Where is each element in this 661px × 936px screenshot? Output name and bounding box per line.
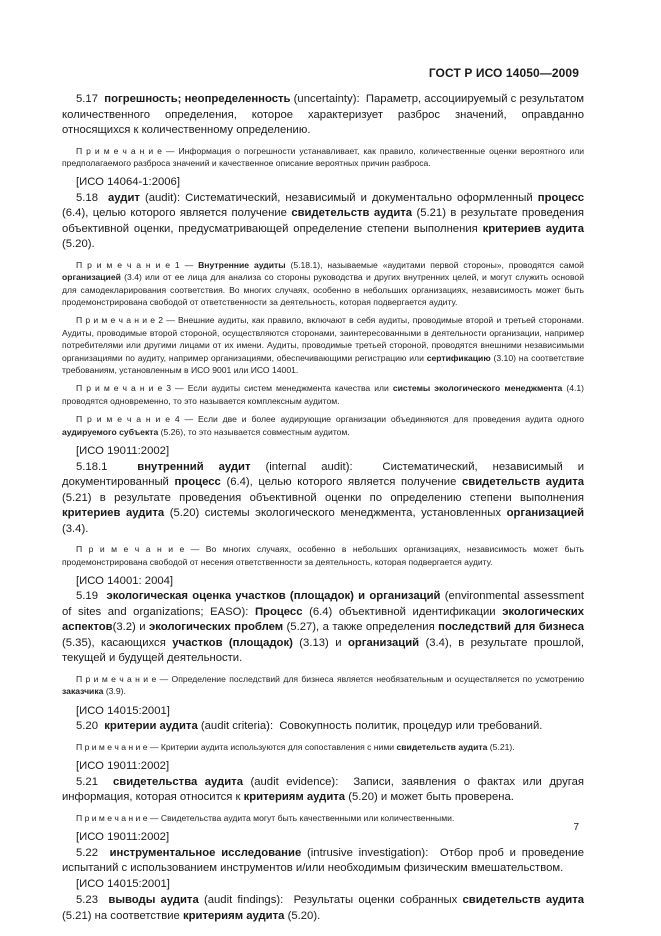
note-5-21 — [62, 812, 584, 824]
term-ref: организацией — [506, 507, 585, 520]
term-ref: свидетельств аудита — [291, 207, 413, 220]
note-5-18-3 — [62, 382, 584, 407]
definition-text: Результаты оценки собранных — [293, 894, 458, 907]
term: внутренний аудит — [137, 460, 251, 473]
note-label: П р и м е ч а н и е — [76, 741, 148, 752]
clause-5-19 — [62, 589, 584, 667]
note-text: (4.1) проводятся одновременно, то это называется комплексным аудитом. — [62, 383, 585, 406]
term-ref: свидетельств аудита — [396, 741, 488, 752]
reference-iso-14064: [ИСО 14064-1:2006] — [76, 176, 180, 189]
term-ref: Внутренние аудиты — [198, 259, 286, 270]
definition-text: (6.4), целью которого является получение — [62, 207, 287, 220]
term-english: (audit evidence): — [250, 775, 339, 788]
term-ref: аудируемого субъекта — [62, 426, 159, 437]
definition-text: (6.4) объективной идентификации — [309, 605, 496, 618]
definition-text: (3.2) и — [112, 621, 146, 634]
definition-text: (5.21) в результате проведения объективной оценки, предусматривающей определение степени выполнения — [62, 207, 585, 235]
note-text: (5.18.1), называемые «аудитами первой стороны», проводятся самой — [290, 259, 584, 270]
term: аудит — [108, 191, 140, 204]
term-english: (internal audit): — [265, 460, 353, 473]
clause-5-17 — [62, 92, 584, 139]
note-text: Если аудиты систем менеджмента качества или — [187, 383, 389, 394]
definition-text: (5.20). — [287, 909, 321, 922]
page-number: 7 — [573, 822, 579, 833]
clause-number: 5.22 — [76, 846, 98, 859]
definition: Параметр, ассоциируемый с результатом количественного определения, которое характеризует разброс значений, оправданно относящихся к количественному определению. — [62, 93, 585, 136]
note-text: (5.21). — [489, 741, 515, 752]
clause-5-22 — [62, 846, 584, 877]
note-5-19 — [62, 673, 584, 698]
note-text: — Определение последствий для бизнеса является необязательным и осуществляется по усмотрению — [159, 673, 585, 684]
term-ref: последствий для бизнеса — [438, 621, 585, 634]
term-english: (environmental assessment of sites and organizations; EASO): — [62, 590, 585, 618]
term-english: (audit findings): — [203, 894, 284, 907]
note-text: — Информация о погрешности устанавливает, как правило, количественные оценки вероятного или предполагаемого разброса значений и качественное описание вероятных причин разброса. — [62, 145, 585, 168]
term-ref: критериев аудита — [62, 507, 165, 520]
definition-text: (5.35), касающихся — [62, 636, 166, 649]
term-ref: участков (площадок) — [172, 636, 293, 649]
reference-iso-19011: [ИСО 19011:2002] — [76, 831, 170, 844]
clause-number: 5.17 — [76, 93, 98, 105]
clause-5-20 — [62, 719, 584, 735]
definition-text: (5.20) системы экологического менеджмента, установленных — [169, 507, 502, 520]
note-label: П р и м е ч а н и е — [76, 812, 148, 823]
definition-text: (3.13) и — [299, 636, 342, 649]
term-ref: организацией — [62, 272, 121, 283]
note-label: П р и м е ч а н и е — [76, 145, 162, 156]
definition-text: (3.4), в результате прошлой, текущей и будущей деятельности. — [62, 636, 585, 665]
note-text: (3.9). — [105, 686, 126, 697]
definition-text: (5.20). — [62, 238, 95, 251]
clause-number: 5.23 — [76, 894, 98, 907]
document-header: ГОСТ Р ИСО 14050—2009 — [428, 66, 579, 80]
note-label: П р и м е ч а н и е 4 — — [76, 414, 194, 425]
note-label: П р и м е ч а н и е 2 — — [76, 315, 175, 326]
definition-text: (3.4). — [62, 522, 89, 535]
clause-number: 5.18 — [76, 191, 98, 204]
note-label: П р и м е ч а н и е — [76, 544, 185, 555]
term: выводы аудита — [108, 894, 199, 907]
page-content — [62, 92, 584, 924]
note-text: (3.4) или от ее лица для анализа со стороны руководства и других внутренних целей, и могут служить основой для самодекларирования соответствия. Во многих случаях, особенно в небольших организациях, независимость может быть продемонстрирована свободой от ответственности за деятельность, которая подвергается аудиту. — [62, 272, 584, 308]
note-5-18-1 — [62, 543, 584, 568]
term-ref: свидетельств аудита — [462, 894, 585, 907]
note-label: П р и м е ч а н и е 1 — — [76, 259, 194, 270]
clause-5-21 — [62, 775, 584, 806]
note-5-17 — [62, 145, 584, 170]
term-ref: процесс — [174, 476, 221, 489]
note-text: Если две и более аудирующие организации объединяются для проведения аудита одного — [198, 414, 585, 425]
clause-5-18-1 — [62, 460, 584, 538]
clause-number: 5.20 — [76, 720, 98, 733]
clause-number: 5.18.1 — [76, 460, 108, 473]
definition-text: Систематический, независимый и документированный — [62, 460, 585, 489]
clause-5-23 — [62, 893, 584, 924]
note-text: — Во многих случаях, особенно в небольших организациях, независимость может быть продемонстрирована свободой от несения ответственности за деятельность, которая подвергается аудиту. — [62, 544, 585, 567]
term-ref: системы экологического менеджмента — [392, 383, 563, 394]
note-label: П р и м е ч а н и е 3 — — [76, 383, 184, 394]
term-ref: Процесс — [254, 605, 303, 618]
note-label: П р и м е ч а н и е — [76, 673, 157, 684]
term: инструментальное исследование — [109, 846, 302, 859]
note-5-18-2 — [62, 314, 584, 376]
note-text: — Критерии аудита используются для сопоставления с ними — [149, 741, 395, 752]
reference-iso-19011: [ИСО 19011:2002] — [76, 445, 170, 458]
term-english: (intrusive investigation): — [307, 846, 429, 859]
note-text: Внешние аудиты, как правило, включают в себя аудиты, проводимые второй и третьей сторонами. Аудиты, проводимые второй стороной, осуществляются сторонами, заинтересованными в деятельности организации, например потребителями или другими лицами от их имени. Аудиты, проводимые третьей стороной, проводятся внешними независимыми организациями по аудиту, например организациями, обеспечивающими регистрацию или — [62, 315, 584, 363]
term-ref: критериев аудита — [482, 222, 584, 235]
term: свидетельства аудита — [112, 775, 243, 788]
definition-text: (5.20) и может быть проверена. — [348, 791, 514, 804]
note-text: (3.10) на соответствие требованиям, установленным в ИСО 9001 или ИСО 14001. — [62, 352, 585, 376]
clause-number: 5.21 — [76, 775, 98, 788]
reference-iso-14001: [ИСО 14001: 2004] — [76, 574, 174, 587]
definition: Отбор проб и проведение испытаний с использованием инструментов и/или необходимым физическим вмешательством. — [62, 846, 584, 875]
term-ref: критериям аудита — [182, 909, 285, 922]
term: погрешность; неопределенность — [104, 93, 291, 105]
definition: Совокупность политик, процедур или требований. — [279, 720, 543, 733]
term-ref: сертификацию — [426, 352, 491, 363]
definition-text: (5.21) на соответствие — [62, 909, 180, 922]
reference-iso-14015: [ИСО 14015:2001] — [76, 877, 170, 890]
term-ref: свидетельств аудита — [462, 476, 585, 489]
term-ref: критериям аудита — [243, 791, 346, 804]
term-english: (audit): — [144, 191, 181, 204]
note-5-20 — [62, 741, 584, 753]
term-ref: экологических проблем — [149, 621, 284, 634]
note-text: (5.26), то это называется совместным аудитом. — [160, 426, 350, 437]
definition-text: Записи, заявления о фактах или другая информация, которая относится к — [62, 775, 585, 804]
definition-text: Систематический, независимый и документально оформленный — [185, 191, 533, 204]
term-english: (audit criteria): — [200, 720, 274, 733]
note-5-18-1 — [62, 259, 584, 309]
clause-5-18 — [62, 191, 584, 253]
reference-iso-14015: [ИСО 14015:2001] — [76, 704, 170, 717]
term: экологическая оценка участков (площадок) и организаций — [106, 590, 441, 603]
term-ref: организаций — [347, 636, 420, 649]
term-ref: заказчика — [62, 686, 104, 697]
definition-text: (6.4), целью которого является получение — [226, 476, 457, 489]
definition-text: (5.21) в результате проведения объективной оценки по определению степени выполнения — [62, 491, 584, 504]
term-ref: экологических аспектов — [62, 605, 584, 634]
note-5-18-4 — [62, 413, 584, 438]
note-text: — Свидетельства аудита могут быть качественными или количественными. — [149, 812, 455, 823]
term: критерии аудита — [104, 720, 198, 733]
term-english: (uncertainty): — [293, 93, 360, 105]
reference-iso-19011: [ИСО 19011:2002] — [76, 760, 170, 773]
definition-text: (5.27), а также определения — [286, 621, 435, 634]
term-ref: процесс — [537, 191, 585, 204]
clause-number: 5.19 — [76, 590, 98, 603]
